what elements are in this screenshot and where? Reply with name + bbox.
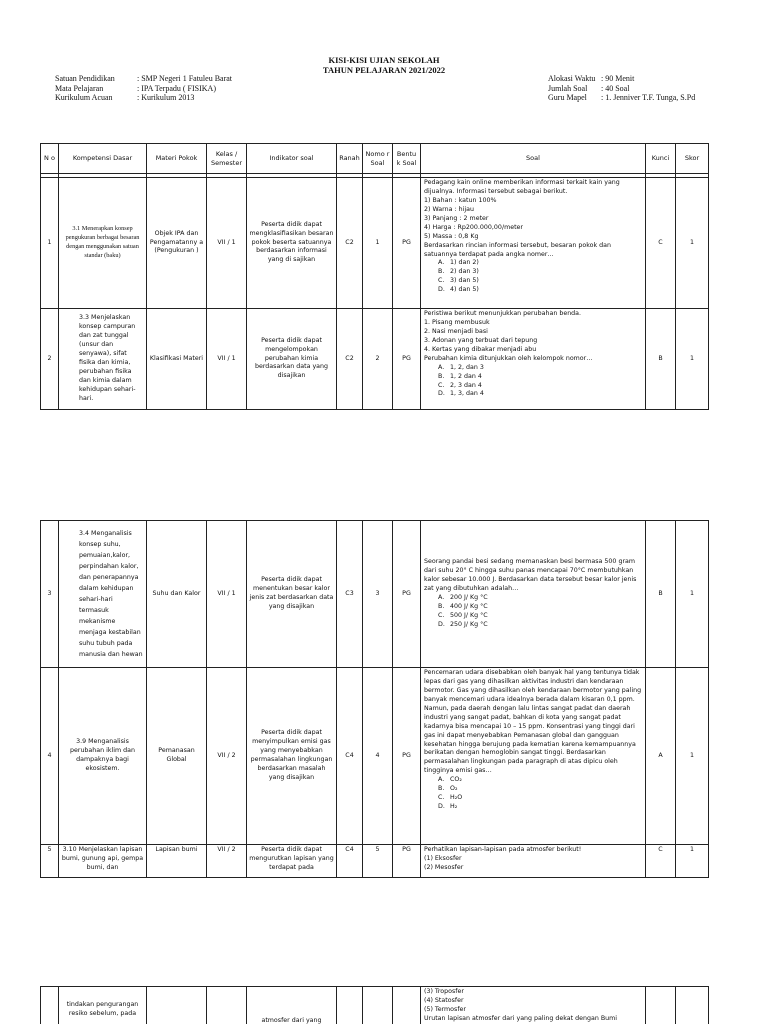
cell-nomor: 4 (363, 668, 393, 845)
cell-no: 3 (41, 521, 59, 668)
answer-option: A. 200 J/ Kg °C (438, 594, 488, 601)
meta-value: : Kurikulum 2013 (137, 93, 195, 102)
cell-materi: Objek IPA dan Pengamatanny a (Pengukuran ) (147, 178, 207, 309)
cell-no: 2 (41, 309, 59, 410)
cell-kelas: VII / 1 (207, 309, 247, 410)
cell-skor: 1 (676, 309, 709, 410)
cell-materi: Suhu dan Kalor (147, 521, 207, 668)
cell-soal (421, 987, 646, 1024)
grid-table-page-3 (40, 986, 709, 1024)
cell-nomor: 1 (363, 178, 393, 309)
cell-kelas: VII / 2 (207, 668, 247, 845)
table-row (41, 845, 709, 878)
cell-nomor: 2 (363, 309, 393, 410)
table-row (41, 521, 709, 668)
table-row (41, 668, 709, 845)
meta-value: : IPA Terpadu ( FISIKA) (137, 83, 216, 93)
meta-label: Satuan Pendidikan (55, 74, 115, 83)
col-header-ranah: Ranah (337, 144, 363, 174)
col-header-nomor: Nomo r Soal (363, 144, 393, 174)
cell-kunci: A (646, 668, 676, 845)
cell-ranah: C3 (337, 521, 363, 668)
col-header-indikator: Indikator soal (247, 144, 337, 174)
cell-no: 5 (41, 845, 59, 878)
col-header-kompetensi: Kompetensi Dasar (59, 144, 147, 174)
soal-text: Peristiwa berikut menunjukkan perubahan benda. (424, 310, 582, 317)
col-header-soal: Soal (421, 144, 646, 174)
cell-skor: 1 (676, 178, 709, 309)
cell-kunci (646, 987, 676, 1024)
answer-option: C. H₂O (438, 794, 463, 802)
cell-ranah (337, 987, 363, 1024)
cell-materi (147, 987, 207, 1024)
document-subtitle: TAHUN PELAJARAN 2021/2022 (322, 65, 446, 75)
answer-option: A. 1, 2, dan 3 (438, 363, 484, 371)
table-header-row (41, 144, 709, 174)
table-row (41, 987, 709, 1024)
answer-option: D. H₂ (438, 803, 458, 811)
answer-option: D. 1, 3, dan 4 (438, 390, 484, 398)
soal-text: 1. Pisang membusuk (424, 318, 490, 326)
soal-text: 2) Warna : hijau (424, 205, 474, 213)
cell-bentuk: PG (393, 178, 421, 309)
answer-option: A. CO₂ (438, 776, 462, 784)
grid-table-page-1 (40, 143, 709, 410)
cell-skor: 1 (676, 845, 709, 878)
soal-text: Perhatikan lapisan-lapisan pada atmosfer berikut! (424, 846, 582, 853)
cell-materi: Klasifikasi Materi (147, 309, 207, 410)
cell-ranah: C2 (337, 178, 363, 309)
answer-option: D. 4) dan 5) (438, 286, 479, 294)
cell-indikator: Peserta didik dapat menentukan besar kalor jenis zat berdasarkan data yang disajikan (247, 521, 337, 668)
cell-kunci: C (646, 178, 676, 309)
soal-text: (2) Mesosfer (424, 863, 464, 871)
cell-materi: Lapisan bumi (147, 845, 207, 878)
cell-kunci: B (646, 521, 676, 668)
meta-label: Kurikulum Acuan (55, 93, 113, 102)
meta-value: : 1. Jenniver T.F. Tunga, S.Pd (601, 93, 696, 102)
answer-option: C. 3) dan 5) (438, 277, 479, 285)
cell-bentuk: PG (393, 845, 421, 878)
cell-bentuk (393, 987, 421, 1024)
cell-kunci: C (646, 845, 676, 878)
soal-text: 1) Bahan : katun 100% (424, 196, 497, 204)
document-title: KISI-KISI UJIAN SEKOLAH (328, 55, 440, 65)
cell-skor (676, 987, 709, 1024)
soal-text: Seorang pandai besi sedang memanaskan besi bermasa 500 gram dari suhu 20° C hingga suhu panas mencapai 70°C membutuhkan kalor sebesar 10.000 J. Berdasarkan data tersebut besar kalor jenis zat yang dibutuhkan adalah… (424, 558, 637, 593)
soal-text: (3) Troposfer (424, 988, 464, 995)
soal-text: Perubahan kimia ditunjukkan oleh kelompok nomor… (424, 354, 593, 362)
soal-text: (5) Termosfer (424, 1005, 466, 1013)
col-header-materi: Materi Pokok (147, 144, 207, 174)
soal-text: 4) Harga : Rp200.000,00/meter (424, 223, 524, 231)
cell-indikator: Peserta didik dapat mengurutkan lapisan yang terdapat pada (247, 845, 337, 878)
cell-nomor: 3 (363, 521, 393, 668)
cell-kompetensi: 3.3 Menjelaskan konsep campuran dan zat tunggal (unsur dan senyawa), sifat fisika dan kimia, perubahan fisika dan kimia dalam kehidupan sehari-hari. (59, 309, 147, 410)
meta-label: Guru Mapel (548, 93, 587, 102)
cell-nomor (363, 987, 393, 1024)
table-row (41, 309, 709, 410)
col-header-skor: Skor (676, 144, 709, 174)
cell-ranah: C4 (337, 845, 363, 878)
cell-skor: 1 (676, 668, 709, 845)
soal-text: (1) Eksosfer (424, 854, 462, 862)
soal-text: Pedagang kain online memberikan informasi terkait kain yang dijualnya. Informasi tersebut sebagai berikut. (424, 179, 620, 195)
cell-ranah: C4 (337, 668, 363, 845)
cell-indikator: Peserta didik dapat mengelompokan perubahan kimia berdasarkan data yang disajikan (247, 309, 337, 410)
cell-indikator: Peserta didik dapat mengklasifiasikan besaran pokok beserta satuannya berdasarkan informasi yang di sajikan (247, 178, 337, 309)
cell-kelas: VII / 2 (207, 845, 247, 878)
cell-kompetensi: 3.9 Menganalisis perubahan iklim dan dampaknya bagi ekosistem. (59, 668, 147, 845)
cell-soal (421, 521, 646, 668)
cell-soal (421, 178, 646, 309)
soal-text: (4) Statosfer (424, 996, 464, 1004)
cell-no: 4 (41, 668, 59, 845)
meta-label: Mata Pelajaran (55, 83, 104, 93)
meta-right (548, 74, 695, 103)
cell-kelas (207, 987, 247, 1024)
cell-no (41, 987, 59, 1024)
cell-bentuk: PG (393, 309, 421, 410)
table-row (41, 178, 709, 309)
cell-indikator: Peserta didik dapat menyimpulkan emisi gas yang menyebabkan permasalahan lingkungan berdasarkan masalah yang disajikan (247, 668, 337, 845)
soal-text: Berdasarkan rincian informasi tersebut, besaran pokok dan satuannya terdapat pada angka nomer… (424, 241, 611, 258)
col-header-kunci: Kunci (646, 144, 676, 174)
cell-bentuk: PG (393, 521, 421, 668)
cell-nomor: 5 (363, 845, 393, 878)
cell-kompetensi: 3.10 Menjelaskan lapisan bumi, gunung api, gempa bumi, dan (59, 845, 147, 878)
cell-kompetensi: 3.1 Menerapkan konsep pengukuran berbagai besaran dengan menggunakan satuan standar (baku) (59, 178, 147, 309)
soal-text: 3. Adonan yang terbuat dari tepung (424, 336, 538, 344)
col-header-kelas: Kelas / Semester (207, 144, 247, 174)
col-header-bentuk: Bentu k Soal (393, 144, 421, 174)
cell-kompetensi: 3.4 Menganalisis konsep suhu, pemuaian,kalor, perpindahan kalor, dan penerapannya dalam kehidupan sehari-hari termasuk mekanisme menjaga kestabilan suhu tubuh pada manusia dan hewan (59, 521, 147, 668)
soal-text: 2. Nasi menjadi basi (424, 327, 488, 335)
meta-value: : 90 Menit (601, 74, 635, 83)
cell-kelas: VII / 1 (207, 521, 247, 668)
cell-skor: 1 (676, 521, 709, 668)
meta-left (55, 74, 232, 103)
meta-value: : 40 Soal (601, 83, 630, 93)
cell-kompetensi: tindakan pengurangan resiko sebelum, pada (59, 987, 147, 1024)
soal-text: Urutan lapisan atmosfer dari yang paling dekat dengan Bumi (424, 1014, 618, 1022)
meta-label: Alokasi Waktu (548, 74, 596, 83)
cell-soal (421, 668, 646, 845)
col-header-no: N o (41, 144, 59, 174)
grid-table-page-2 (40, 520, 709, 878)
soal-text: 4. Kertas yang dibakar menjadi abu (424, 345, 537, 353)
cell-soal (421, 309, 646, 410)
answer-option: B. 1, 2 dan 4 (438, 372, 482, 380)
soal-text: 3) Panjang : 2 meter (424, 214, 489, 222)
answer-option: B. 2) dan 3) (438, 268, 479, 276)
meta-label: Jumlah Soal (548, 83, 588, 93)
soal-text: Pencemaran udara disebabkan oleh banyak hal yang tentunya tidak lepas dari gas yang dihasilkan aktivitas industri dan kendaraan bermotor. Gas yang dihasilkan oleh kendaraan bermotor yang paling banyak mencemari udara idealnya berada dalam kisaran 0,1 ppm. Namun, pada daerah dengan lalu lintas sangat padat dan daerah industri yang sangat padat, bahkan di kota yang sangat padat kadarnya bisa mencapai 10 – 15 ppm. Konsentrasi yang tinggi dari gas ini dapat menyebabkan Pemanasan global dan gangguan kesehatan hingga berujung pada kematian karena kemampuannya berikatan dengan hemoglobin sangat tinggi. Berdasarkan permasalahan lingkungan pada paragraph di atas dipicu oleh tingginya emisi gas… (424, 669, 642, 775)
answer-option: D. 250 J/ Kg °C (438, 620, 488, 628)
cell-ranah: C2 (337, 309, 363, 410)
soal-text: 5) Massa : 0,8 Kg (424, 232, 479, 240)
cell-bentuk: PG (393, 668, 421, 845)
answer-option: A. 1) dan 2) (438, 259, 479, 267)
cell-kelas: VII / 1 (207, 178, 247, 309)
meta-value: : SMP Negeri 1 Fatuleu Barat (137, 74, 233, 83)
answer-option: C. 2, 3 dan 4 (438, 381, 482, 389)
cell-kunci: B (646, 309, 676, 410)
cell-no: 1 (41, 178, 59, 309)
answer-option: B. O₂ (438, 785, 458, 793)
answer-option: C. 500 J/ Kg °C (438, 611, 488, 619)
cell-materi: Pemanasan Global (147, 668, 207, 845)
answer-option: B. 400 J/ Kg °C (438, 602, 488, 610)
cell-indikator: atmosfer dari yang (247, 987, 337, 1024)
cell-soal (421, 845, 646, 878)
